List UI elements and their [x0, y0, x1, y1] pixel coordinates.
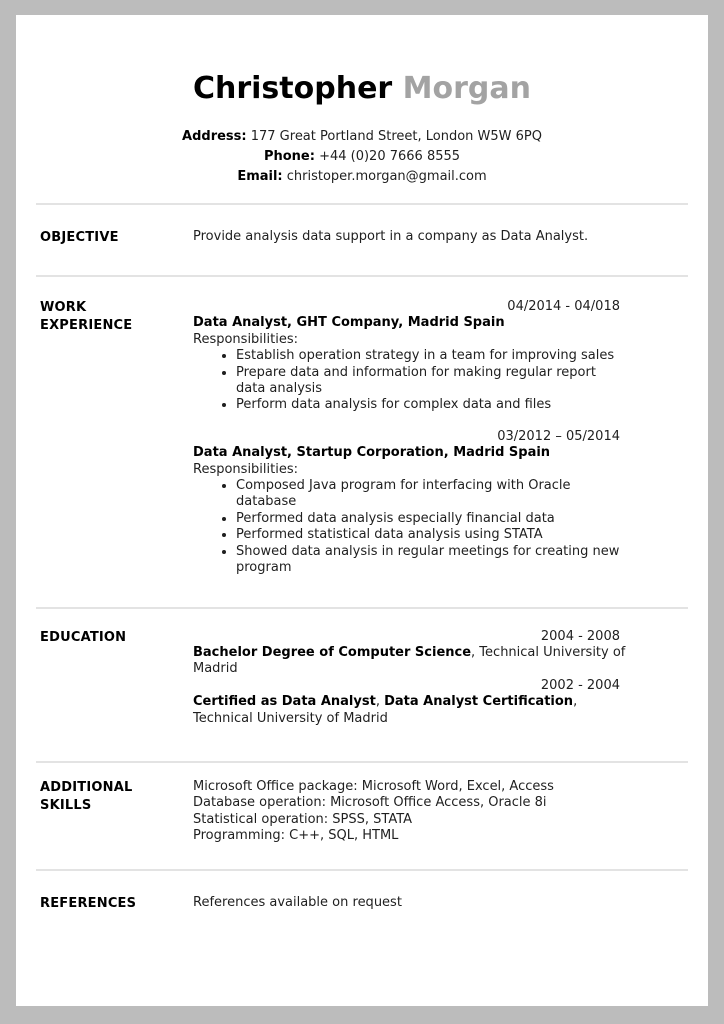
- phone-value: +44 (0)20 7666 8555: [319, 149, 461, 164]
- resume-page: [16, 15, 708, 1006]
- references-heading: REFERENCES: [40, 895, 137, 911]
- skills-heading-line2: SKILLS: [40, 797, 92, 813]
- responsibility-item: • Showed data analysis in regular meetings for creating new program: [236, 544, 629, 577]
- education-dates: 2004 - 2008: [540, 628, 620, 644]
- degree-title: Bachelor Degree of Computer Science: [193, 644, 472, 660]
- job-dates: 04/2014 - 04/018: [507, 299, 620, 314]
- work-heading-line2: EXPERIENCE: [40, 318, 133, 333]
- responsibility-item: • Performed data analysis especially financial data: [236, 511, 629, 527]
- education-section: [16, 609, 708, 761]
- work-experience-section: [16, 277, 708, 607]
- responsibility-item: • Establish operation strategy in a team for improving sales: [236, 348, 629, 364]
- institution-text: , Technical University of Madrid: [193, 694, 578, 726]
- skills-heading-line1: ADDITIONAL: [40, 779, 133, 795]
- phone-label: Phone:: [263, 149, 315, 164]
- responsibility-item: • Composed Java program for interfacing with Oracle database: [236, 478, 629, 511]
- additional-skills-section: [16, 763, 708, 869]
- skill-line: Statistical operation: SPSS, STATA: [193, 811, 413, 827]
- education-entry-text: [193, 694, 629, 727]
- certification-title: Data Analyst Certification: [384, 694, 574, 710]
- address-value: 177 Great Portland Street, London W5W 6PQ: [250, 129, 542, 144]
- objective-heading: OBJECTIVE: [40, 230, 119, 245]
- last-name: Morgan: [402, 71, 532, 106]
- objective-text: Provide analysis data support in a company as Data Analyst.: [193, 229, 589, 244]
- job-title: Data Analyst, GHT Company, Madrid Spain: [193, 315, 505, 331]
- address-label: Address:: [182, 129, 247, 144]
- institution-text: , Technical University of Madrid: [193, 644, 626, 677]
- responsibility-item: • Perform data analysis for complex data and files: [236, 397, 629, 413]
- education-entry: [193, 678, 629, 727]
- responsibility-item: • Prepare data and information for making regular report data analysis: [236, 365, 629, 398]
- skill-line: Programming: C++, SQL, HTML: [193, 828, 399, 844]
- first-name: Christopher: [192, 71, 393, 106]
- resume-header: [16, 15, 708, 187]
- references-text: References available on request: [193, 894, 402, 910]
- job-dates: 03/2012 – 05/2014: [497, 428, 620, 444]
- job-entry: [193, 299, 629, 414]
- responsibility-item: • Performed statistical data analysis using STATA: [236, 527, 629, 543]
- degree-title: Certified as Data Analyst: [193, 694, 376, 710]
- objective-section: [16, 205, 708, 275]
- responsibilities-label: Responsibilities:: [193, 461, 298, 477]
- responsibilities-list: [193, 348, 629, 414]
- degree-separator: ,: [375, 694, 385, 710]
- work-heading-line1: WORK: [40, 300, 87, 315]
- education-heading: EDUCATION: [40, 629, 127, 645]
- job-entry: [193, 429, 629, 577]
- contact-phone: [16, 147, 708, 167]
- responsibilities-list: [193, 478, 629, 576]
- skill-line: Database operation: Microsoft Office Access, Oracle 8i: [193, 795, 547, 811]
- additional-skills-heading: [16, 779, 193, 815]
- references-section: [16, 871, 708, 953]
- contact-email: [16, 167, 708, 187]
- skill-line: Microsoft Office package: Microsoft Word, Excel, Access: [193, 778, 554, 794]
- contact-address: [16, 127, 708, 147]
- work-experience-heading: [16, 299, 193, 335]
- education-dates: 2002 - 2004: [540, 677, 620, 693]
- email-value: christoper.morgan@gmail.com: [286, 169, 487, 184]
- education-entry-text: [193, 645, 629, 678]
- education-entry: [193, 629, 629, 678]
- contact-block: [16, 127, 708, 187]
- responsibilities-label: Responsibilities:: [193, 331, 298, 347]
- job-title: Data Analyst, Startup Corporation, Madrid Spain: [193, 445, 551, 461]
- email-label: Email:: [237, 169, 283, 184]
- name-heading: [16, 71, 708, 107]
